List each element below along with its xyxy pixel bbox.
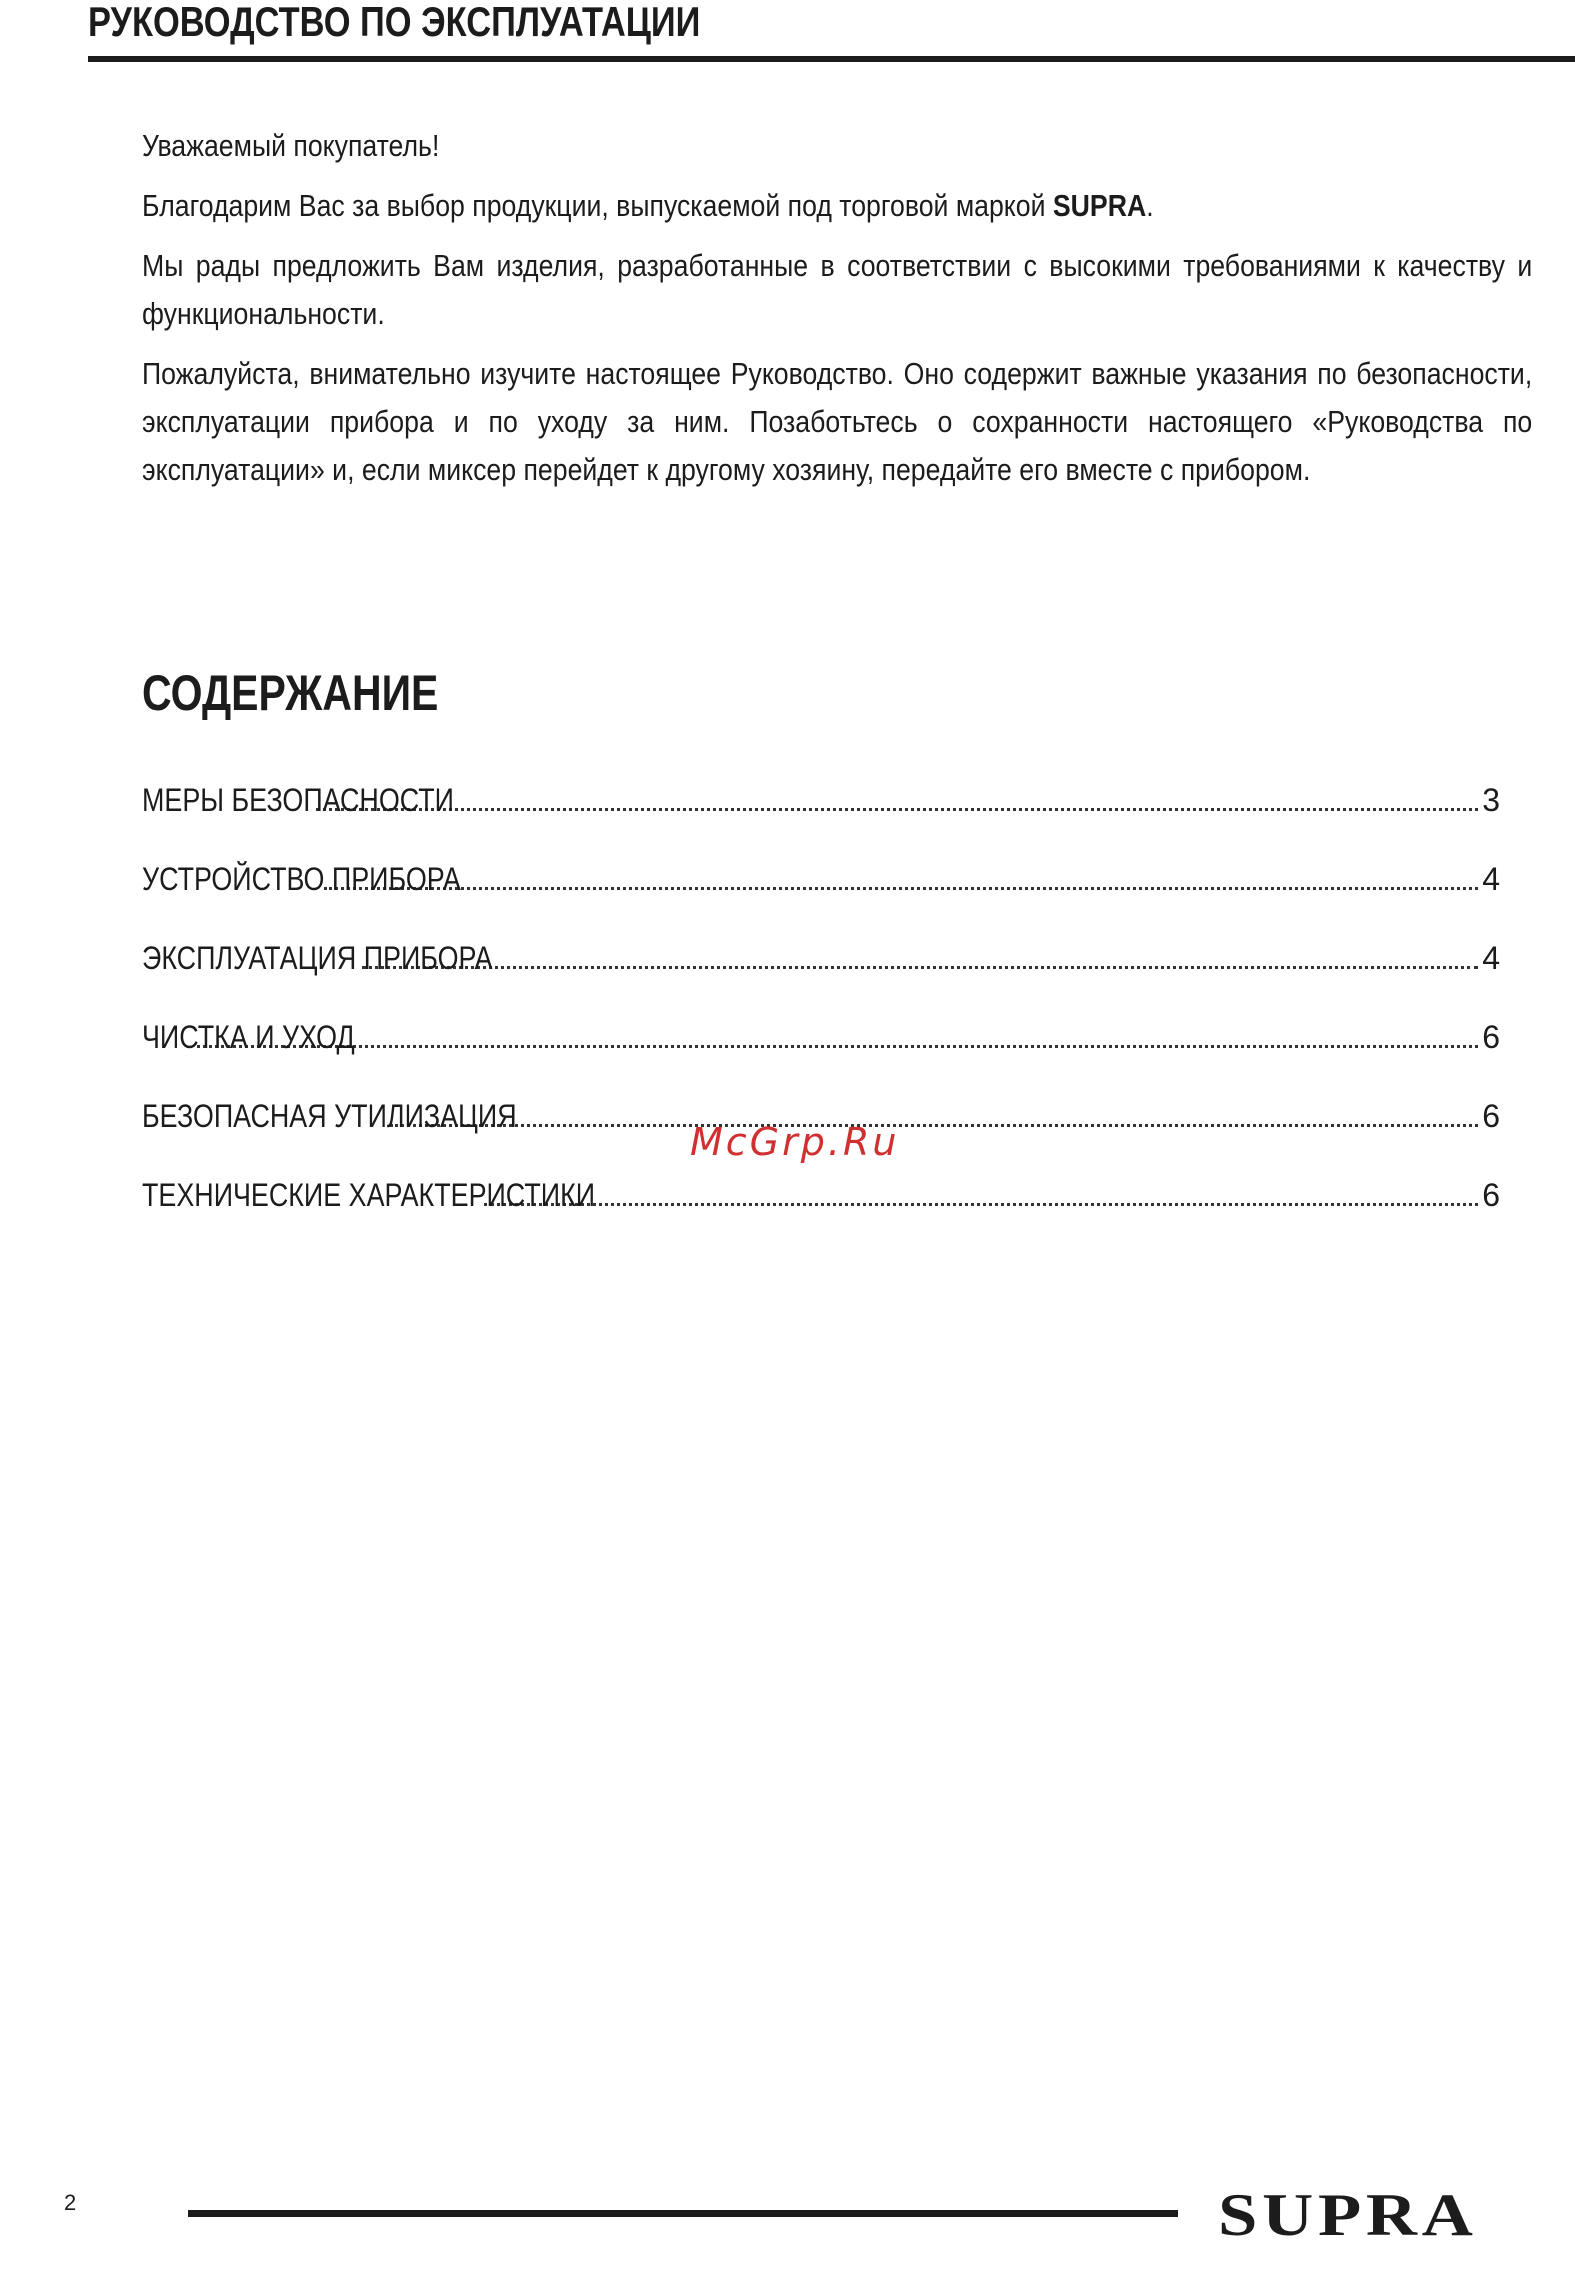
toc-item-page: 3 [1482,782,1500,818]
toc-item-page: 6 [1482,1177,1500,1213]
toc-item-cleaning[interactable] [142,1017,1500,1096]
toc-dot-leader [316,807,1478,811]
toc-dot-leader [362,965,1479,969]
thanks-text [142,182,1532,230]
intro-section [142,122,1532,506]
toc-item-page: 6 [1482,1098,1500,1134]
toc-item-page: 6 [1482,1019,1500,1055]
supra-logo: SUPRA [1218,2182,1478,2248]
toc-item-label: ТЕХНИЧЕСКИЕ ХАРАКТЕРИСТИКИ [142,1177,596,1213]
watermark-text: McGrp.Ru [690,1120,900,1164]
greeting-text: Уважаемый покупатель! [142,128,440,163]
toc-item-label: УСТРОЙСТВО ПРИБОРА [142,861,461,897]
toc-item-page: 4 [1482,940,1500,976]
toc-item-label: БЕЗОПАСНАЯ УТИЛИЗАЦИЯ [142,1098,517,1134]
thanks-text-start: Благодарим Вас за выбор продукции, выпускаемой под торговой маркой [142,188,1053,223]
toc-dot-leader [484,1202,1479,1206]
page-header-title: РУКОВОДСТВО ПО ЭКСПЛУАТАЦИИ [88,0,701,45]
toc-item-label: ЧИСТКА И УХОД [142,1019,355,1055]
thanks-text-end: . [1146,188,1154,223]
toc-dot-leader [197,1044,1478,1048]
toc-item-safety[interactable] [142,780,1500,859]
quality-text: Мы рады предложить Вам изделия, разработанные в соответствии с высокими требованиями к качеству и функциональности. [142,248,1533,331]
toc-item-label: МЕРЫ БЕЗОПАСНОСТИ [142,782,454,818]
toc-item-operation[interactable] [142,938,1500,1017]
toc-item-page: 4 [1482,861,1500,897]
toc-item-specs[interactable] [142,1175,1500,1254]
footer-divider [188,2210,1178,2217]
table-of-contents [142,780,1500,1254]
toc-item-device[interactable] [142,859,1500,938]
toc-heading: СОДЕРЖАНИЕ [142,665,439,721]
toc-dot-leader [390,1123,1478,1127]
page-number: 2 [64,2190,77,2215]
brand-inline: SUPRA [1052,188,1147,223]
header-divider [88,56,1575,62]
toc-item-label: ЭКСПЛУАТАЦИЯ ПРИБОРА [142,940,493,976]
instruction-text: Пожалуйста, внимательно изучите настоящее Руководство. Оно содержит важные указания по безопасности, эксплуатации прибора и по уходу за ним. Позаботьтесь о сохранности настоящего «Руководства по эксплуатации» и, если миксер перейдет к другому хозяину, передайте его вместе с прибором. [142,356,1533,487]
toc-dot-leader [324,886,1478,890]
